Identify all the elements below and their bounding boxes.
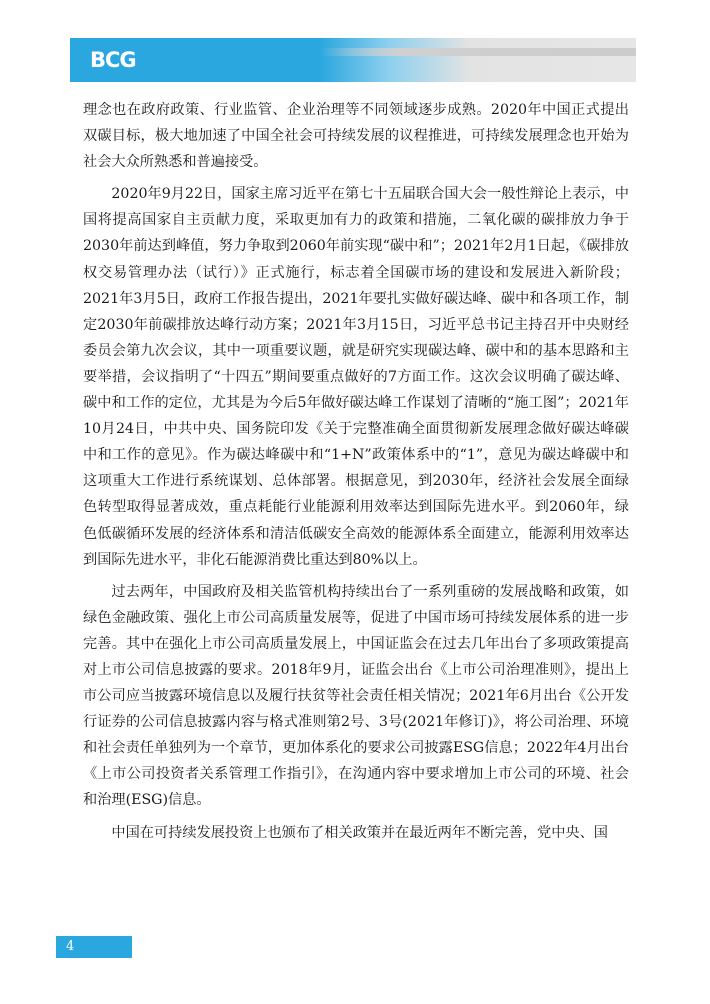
paragraph-investment: 中国在可持续发展投资上也颁布了相关政策并在最近两年不断完善，党中央、国 [111,824,608,841]
header-stripe [320,48,636,56]
header-band [70,38,636,82]
page-header [70,38,636,82]
page-number-tab [56,936,132,958]
bcg-logo: BCG [90,48,136,72]
page-number: 4 [66,939,75,954]
paragraph-continuation: 理念也在政府政策、行业监管、企业治理等不同领域逐步成熟。2020年中国正式提出双碳目标，极大地加速了中国全社会可持续发展的议程推进，可持续发展理念也开始为社会大众所熟悉和普遍接受。 [83,102,629,171]
paragraph-carbon-policy: 2020年9月22日，国家主席习近平在第七十五届联合国大会一般性辩论上表示，中国将提高国家自主贡献力度，采取更加有力的政策和措施，二氧化碳的碳排放力争于2030年前达到峰值，努力争取到2060年前实现“碳中和”；2021年2月1日起，《碳排放权交易管理办法（试行）》正式施行，标志着全国碳市场的建设和发展进入新阶段；2021年3月5日，政府工作报告提出，2021年要扎实做好碳达峰、碳中和各项工作，制定2030年前碳排放达峰行动方案；2021年3月15日，习近平总书记主持召开中央财经委员会第九次会议，其中一项重要议题，就是研究实现碳达峰、碳中和的基本思路和主要举措，会议指明了“十四五”期间要重点做好的7方面工作。这次会议明确了碳达峰、碳中和工作的定位，尤其是为今后5年做好碳达峰工作谋划了清晰的“施工图”；2021年10月24日，中共中央、国务院印发《关于完整准确全面贯彻新发展理念做好碳达峰碳中和工作的意见》。作为碳达峰碳中和“1+N”政策体系中的“1”，意见为碳达峰碳中和这项重大工作进行系统谋划、总体部署。根据意见，到2030年，经济社会发展全面绿色转型取得显著成效，重点耗能行业能源利用效率达到国际先进水平。到2060年，绿色低碳循环发展的经济体系和清洁低碳安全高效的能源体系全面建立，能源利用效率达到国际先进水平，非化石能源消费比重达到80%以上。 [83,186,629,568]
paragraph-listed-companies: 过去两年，中国政府及相关监管机构持续出台了一系列重磅的发展战略和政策，如绿色金融政策、强化上市公司高质量发展等，促进了中国市场可持续发展体系的进一步完善。其中在强化上市公司高质量发展上，中国证监会在过去几年出台了多项政策提高对上市公司信息披露的要求。2018年9月，证监会出台《上市公司治理准则》，提出上市公司应当披露环境信息以及履行扶贫等社会责任相关情况；2021年6月出台《公开发行证券的公司信息披露内容与格式准则第2号、3号(2021年修订)》，将公司治理、环境和社会责任单独列为一个章节，更加体系化的要求公司披露ESG信息；2022年4月出台《上市公司投资者关系管理工作指引》，在沟通内容中要求增加上市公司的环境、社会和治理(ESG)信息。 [83,583,629,809]
body-text [83,97,629,852]
